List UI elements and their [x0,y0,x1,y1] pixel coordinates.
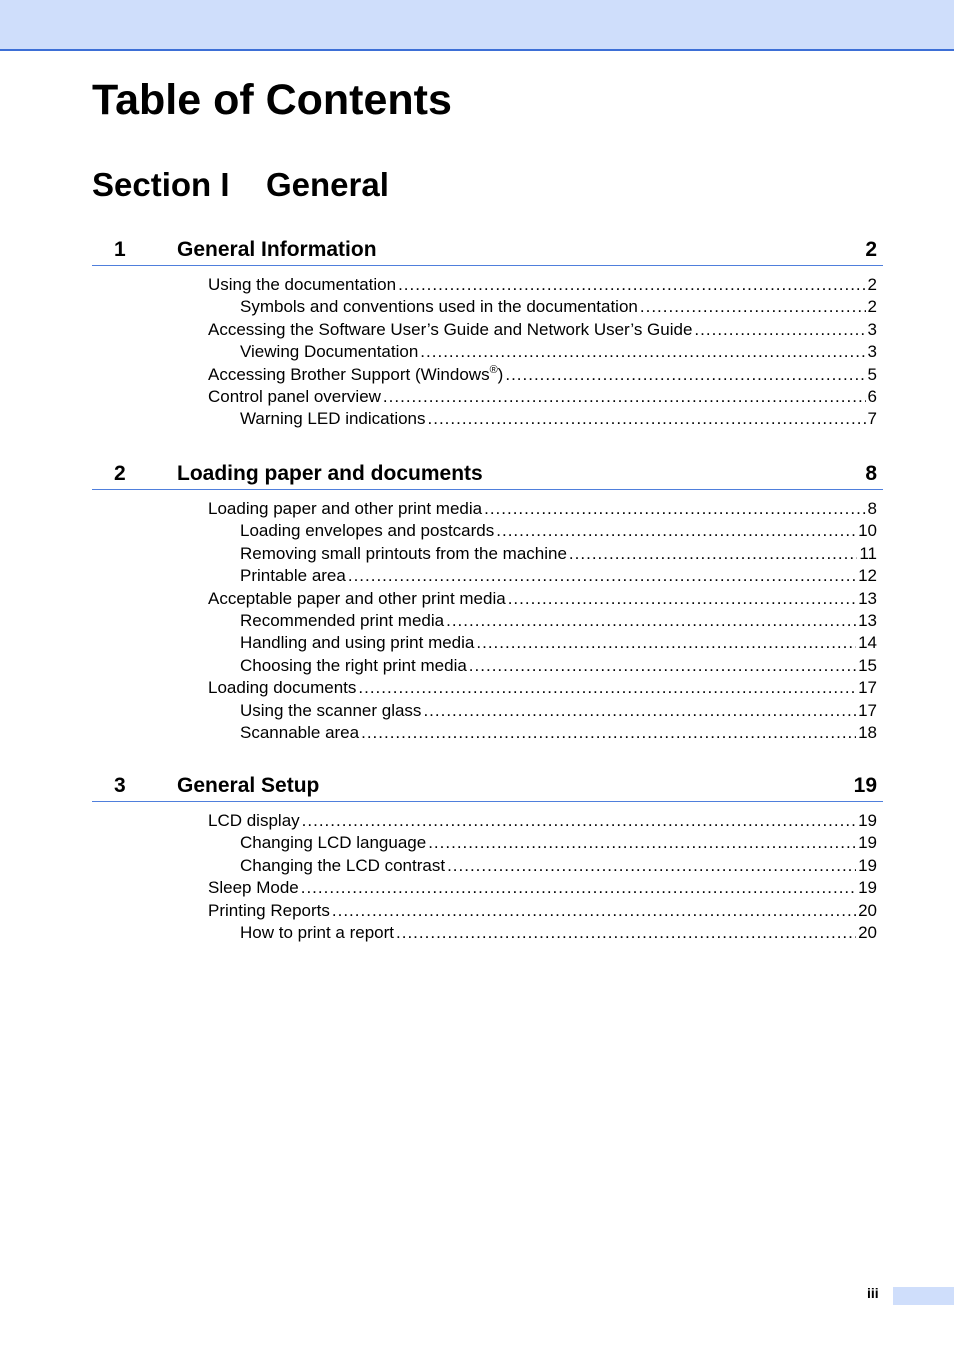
toc-entry-page: 17 [858,678,877,698]
toc-entry-title [240,296,638,318]
dot-leader [301,877,856,899]
toc-entry-text: Viewing Documentation [240,342,419,362]
dot-leader [361,722,856,744]
dot-leader [640,296,866,318]
toc-entry-text: Printable area [240,566,346,586]
toc-entry-text: Changing LCD language [240,833,427,853]
toc-entry-text: Loading documents [208,678,357,698]
chapter-title: General Setup [177,774,320,797]
toc-entry-page: 12 [858,566,877,586]
dot-leader [446,610,856,632]
chapter-number: 2 [114,462,126,485]
chapter-heading[interactable] [92,235,883,266]
section-title: General [266,166,389,203]
chapter-page: 19 [853,774,877,797]
toc-entry-text: Using the documentation [208,275,397,294]
toc-entry-title [208,877,299,899]
toc-entry[interactable] [92,565,883,587]
toc-entry-text: Accessing the Software User’s Guide and Network User’s Guide [208,319,693,339]
toc-entry-title [240,543,567,565]
toc-entry[interactable] [92,832,883,854]
toc-entry-text: How to print a report [240,922,395,942]
toc-entry-text: Symbols and conventions used in the documentation [240,297,638,317]
toc-entry-page: 2 [867,297,877,317]
dot-leader [302,810,856,832]
toc-entry-page: 5 [867,364,877,384]
toc-entry-page: 13 [858,588,877,608]
toc-entry[interactable] [92,922,883,944]
toc-entry-title [240,922,394,944]
toc-entry-title [240,855,445,877]
toc-entry-text: Warning LED indications [240,409,426,429]
toc-entry-title [208,274,396,296]
dot-leader [420,341,865,363]
toc-entry-title [208,319,692,341]
toc-entry-title [208,900,330,922]
toc-entry-list [92,498,883,744]
toc-entry-title [240,565,346,587]
toc-entry-title [208,386,381,408]
toc-entry[interactable] [92,810,883,832]
toc-entry-title [240,408,426,430]
toc-entry-text: Changing the LCD contrast [240,855,446,875]
toc-entry-text: Loading paper and other print media [208,499,483,518]
toc-entry-title [240,341,418,363]
toc-entry[interactable] [92,341,883,363]
toc-entry[interactable] [92,319,883,341]
toc-entry-text: Removing small printouts from the machine [240,543,567,563]
dot-leader [476,632,856,654]
toc-entry-text: Scannable area [240,722,360,742]
chapter-number: 3 [114,774,126,797]
toc-entry-title [240,520,494,542]
page-tab [893,1287,954,1305]
toc-entry-title [240,610,444,632]
toc-entry[interactable] [92,700,883,722]
toc-entry-title [240,832,426,854]
toc-entry[interactable] [92,386,883,408]
chapter-heading[interactable] [92,459,883,490]
toc-entry-title [240,700,421,722]
dot-leader [508,588,856,610]
dot-leader [423,700,856,722]
toc-entry-text: Handling and using print media [240,633,475,653]
toc-entry-page: 8 [867,499,877,518]
toc-entry[interactable] [92,520,883,542]
dot-leader [383,386,866,408]
toc-entry-page: 15 [858,655,877,675]
toc-entry-title [208,588,506,610]
toc-entry[interactable] [92,610,883,632]
chapter-2 [92,459,883,744]
toc-entry[interactable] [92,655,883,677]
dot-leader [694,319,865,341]
dot-leader [447,855,856,877]
toc-entry-page: 3 [867,342,877,362]
toc-entry[interactable] [92,722,883,744]
dot-leader [428,408,866,430]
toc-entry[interactable] [92,677,883,699]
page-number: iii [867,1285,879,1301]
toc-entry-title [208,364,503,386]
dot-leader [469,655,856,677]
toc-entry-title [240,722,359,744]
dot-leader [348,565,856,587]
dot-leader [496,520,856,542]
toc-entry[interactable] [92,632,883,654]
dot-leader [398,274,865,296]
toc-entry[interactable] [92,498,883,520]
chapter-title: General Information [177,238,377,261]
toc-entry-title [208,498,482,520]
toc-entry-suffix: ) [497,364,504,384]
section-number: Section I [92,166,230,203]
toc-entry[interactable] [92,855,883,877]
chapter-heading[interactable] [92,771,883,802]
chapter-page: 8 [865,462,877,485]
toc-entry-page: 13 [858,610,877,630]
toc-entry-text: Acceptable paper and other print media [208,588,506,608]
toc-entry-page: 14 [858,633,877,653]
toc-entry-page: 19 [858,878,877,898]
toc-entry-text: Using the scanner glass [240,700,422,720]
dot-leader [505,364,865,386]
toc-entry-text: Loading envelopes and postcards [240,521,495,541]
toc-entry-text: Choosing the right print media [240,655,467,675]
toc-entry-list [92,810,883,944]
toc-entry[interactable] [92,900,883,922]
toc-entry-text: Printing Reports [208,900,330,920]
section-heading [92,164,389,206]
page-title: Table of Contents [92,76,452,124]
toc-entry-title [208,810,300,832]
toc-entry-page: 19 [858,833,877,853]
header-band [0,0,954,51]
toc-entry-title [208,677,356,699]
toc-entry-page: 19 [858,855,877,875]
dot-leader [358,677,856,699]
toc-entry-text: Control panel overview [208,386,381,406]
toc-entry-text: Accessing Brother Support (Windows [208,364,490,384]
toc-entry[interactable] [92,296,883,318]
toc-entry-title [240,632,474,654]
dot-leader [569,543,857,565]
dot-leader [332,900,856,922]
toc-entry[interactable] [92,543,883,565]
toc-entry-text: Recommended print media [240,610,445,630]
toc-entry-page: 20 [858,900,877,920]
toc-entry[interactable] [92,408,883,430]
toc-entry-page: 10 [858,521,877,541]
toc-entry-text: LCD display [208,811,300,830]
toc-entry-list [92,274,883,431]
toc-entry[interactable] [92,274,883,296]
toc-entry[interactable] [92,877,883,899]
toc-entry-text: Sleep Mode [208,878,299,898]
dot-leader [428,832,856,854]
toc-entry-page: 19 [858,811,877,830]
chapter-3 [92,771,883,944]
toc-entry-page: 11 [859,543,877,563]
dot-leader [396,922,856,944]
chapter-title: Loading paper and documents [177,462,483,485]
registered-mark: ® [489,363,498,376]
chapter-page: 2 [865,238,877,261]
dot-leader [484,498,865,520]
toc-entry-page: 7 [867,409,877,429]
toc-entry-page: 2 [867,275,877,294]
toc-entry-title [240,655,467,677]
toc-entry-page: 3 [867,319,877,339]
toc-entry-page: 17 [858,700,877,720]
toc-entry-page: 18 [858,722,877,742]
toc-entry[interactable] [92,364,883,386]
chapter-number: 1 [114,238,126,261]
toc-entry-page: 20 [858,922,877,942]
toc-entry-page: 6 [867,386,877,406]
toc-entry[interactable] [92,588,883,610]
chapter-1 [92,235,883,431]
